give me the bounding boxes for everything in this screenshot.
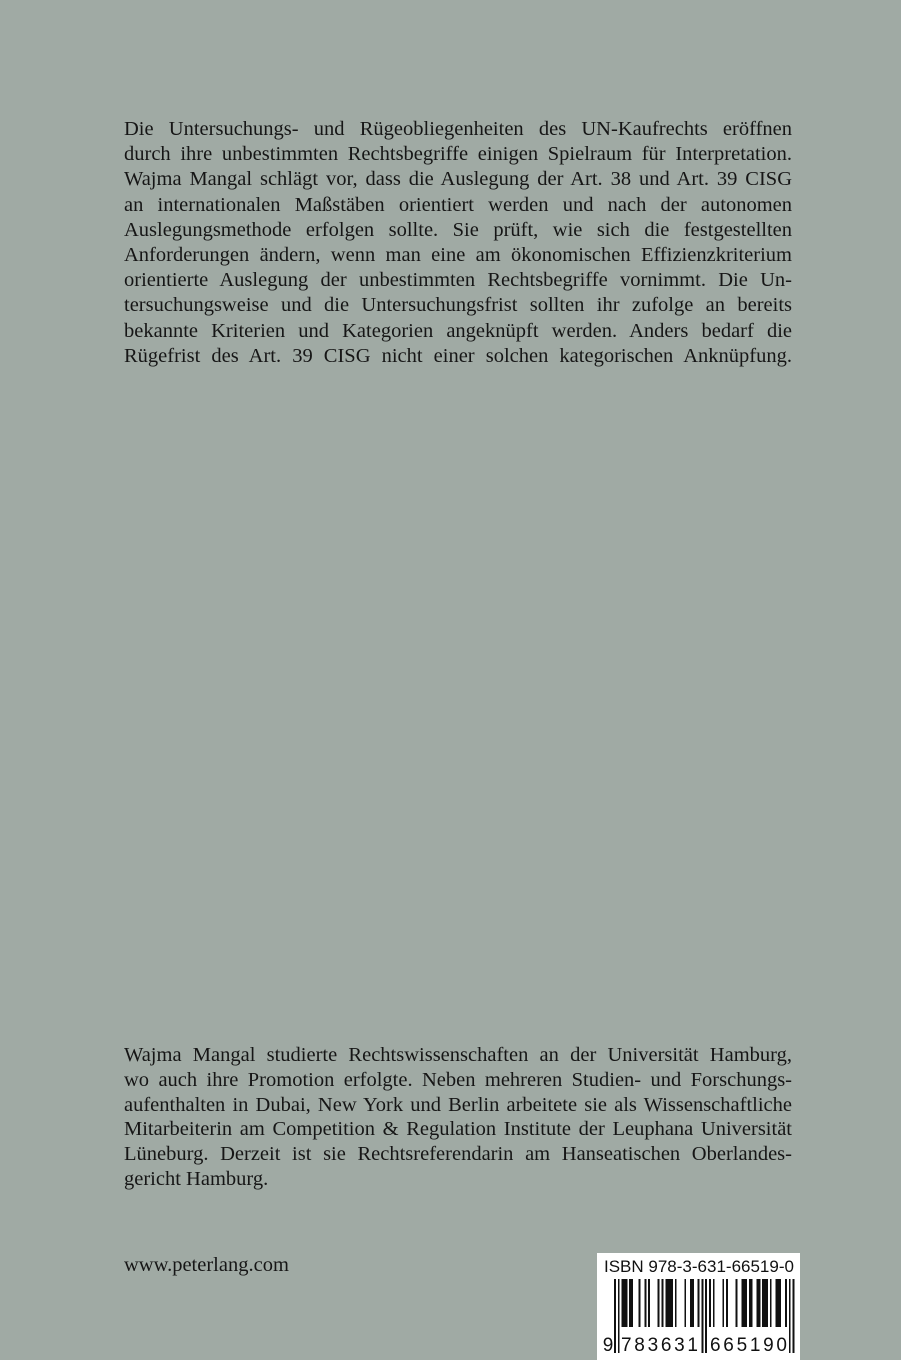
bio-line: Lüneburg. Derzeit ist sie Rechtsreferendarin am Hanseatischen Oberlandes- <box>124 1143 792 1166</box>
blurb-line: Wajma Mangal schlägt vor, dass die Auslegung der Art. 38 und Art. 39 CISG <box>124 168 792 191</box>
bio-line: Wajma Mangal studierte Rechtswissenschaften an der Universität Hamburg, <box>124 1044 792 1066</box>
blurb-line: Anforderungen ändern, wenn man eine am ökonomischen Effizienzkriterium <box>124 244 792 267</box>
blurb-line: durch ihre unbestimmten Rechtsbegriffe einigen Spielraum für Interpretation. <box>124 143 792 166</box>
barcode-bar <box>726 1279 728 1327</box>
barcode-bar <box>776 1279 782 1327</box>
publisher-url: www.peterlang.com <box>124 1254 289 1276</box>
barcode-bar <box>690 1279 694 1327</box>
barcode-bar <box>741 1279 747 1327</box>
barcode-guard-bar <box>614 1279 616 1353</box>
barcode-guard-bar <box>789 1279 791 1353</box>
blurb-text <box>124 117 792 369</box>
isbn-label: ISBN 978-3-631-66519-0 <box>604 1257 794 1276</box>
isbn-barcode-box <box>597 1253 800 1360</box>
barcode-bar <box>639 1279 641 1327</box>
barcode-bar <box>722 1279 724 1327</box>
barcode-guard-bar <box>618 1279 620 1353</box>
barcode-bar <box>675 1279 677 1327</box>
barcode-digits-left: 783631 <box>621 1335 698 1356</box>
barcode-bar <box>648 1279 650 1327</box>
barcode-bar <box>736 1279 738 1327</box>
blurb-line: bekannte Kriterien und Kategorien angeknüpft werden. Anders bedarf die <box>124 319 792 342</box>
barcode-bar <box>644 1279 646 1327</box>
blurb-line: orientierte Auslegung der unbestimmten Rechtsbegriffe vornimmt. Die Un- <box>124 269 792 292</box>
blurb-line: Die Untersuchungs- und Rügeobliegenheiten des UN-Kaufrechts eröffnen <box>124 118 792 140</box>
author-bio <box>124 1043 792 1192</box>
bio-line: Mitarbeiterin am Competition & Regulation Institute der Leuphana Universität <box>124 1118 792 1141</box>
barcode-bar <box>658 1279 660 1327</box>
bio-line: wo auch ihre Promotion erfolgte. Neben mehreren Studien- und Forschungs- <box>124 1068 792 1091</box>
barcode-bar <box>713 1279 715 1327</box>
barcode-guard-bar <box>793 1279 795 1353</box>
barcode-bar <box>698 1279 700 1327</box>
barcode-bar <box>665 1279 673 1327</box>
barcode-bar <box>770 1279 772 1327</box>
barcode-bar <box>709 1279 711 1327</box>
bio-line: aufenthalten in Dubai, New York und Berlin arbeitete sie als Wissenschaftliche <box>124 1093 792 1116</box>
barcode-digit-first: 9 <box>602 1335 614 1356</box>
barcode-guard-bar <box>701 1279 703 1353</box>
blurb-line: tersuchungsweise und die Untersuchungsfrist sollten ihr zufolge an bereits <box>124 294 792 317</box>
barcode-bar <box>684 1279 686 1327</box>
blurb-line: Auslegungsmethode erfolgen sollte. Sie prüft, wie sich die festgestellten <box>124 218 792 241</box>
blurb-line: Rügefrist des Art. 39 CISG nicht einer solchen kategorischen Anknüpfung. <box>124 344 792 367</box>
barcode <box>597 1253 800 1360</box>
barcode-bar <box>749 1279 753 1327</box>
barcode-bar <box>785 1279 787 1327</box>
barcode-bar <box>662 1279 664 1327</box>
barcode-bar <box>757 1279 761 1327</box>
bio-line: gericht Hamburg. <box>124 1167 269 1190</box>
barcode-guard-bar <box>705 1279 707 1353</box>
barcode-digits-right: 665190 <box>710 1335 787 1356</box>
barcode-bar <box>622 1279 628 1327</box>
barcode-bar <box>629 1279 633 1327</box>
barcode-bar <box>762 1279 768 1327</box>
blurb-line: an internationalen Maßstäben orientiert werden und nach der autonomen <box>124 193 792 216</box>
